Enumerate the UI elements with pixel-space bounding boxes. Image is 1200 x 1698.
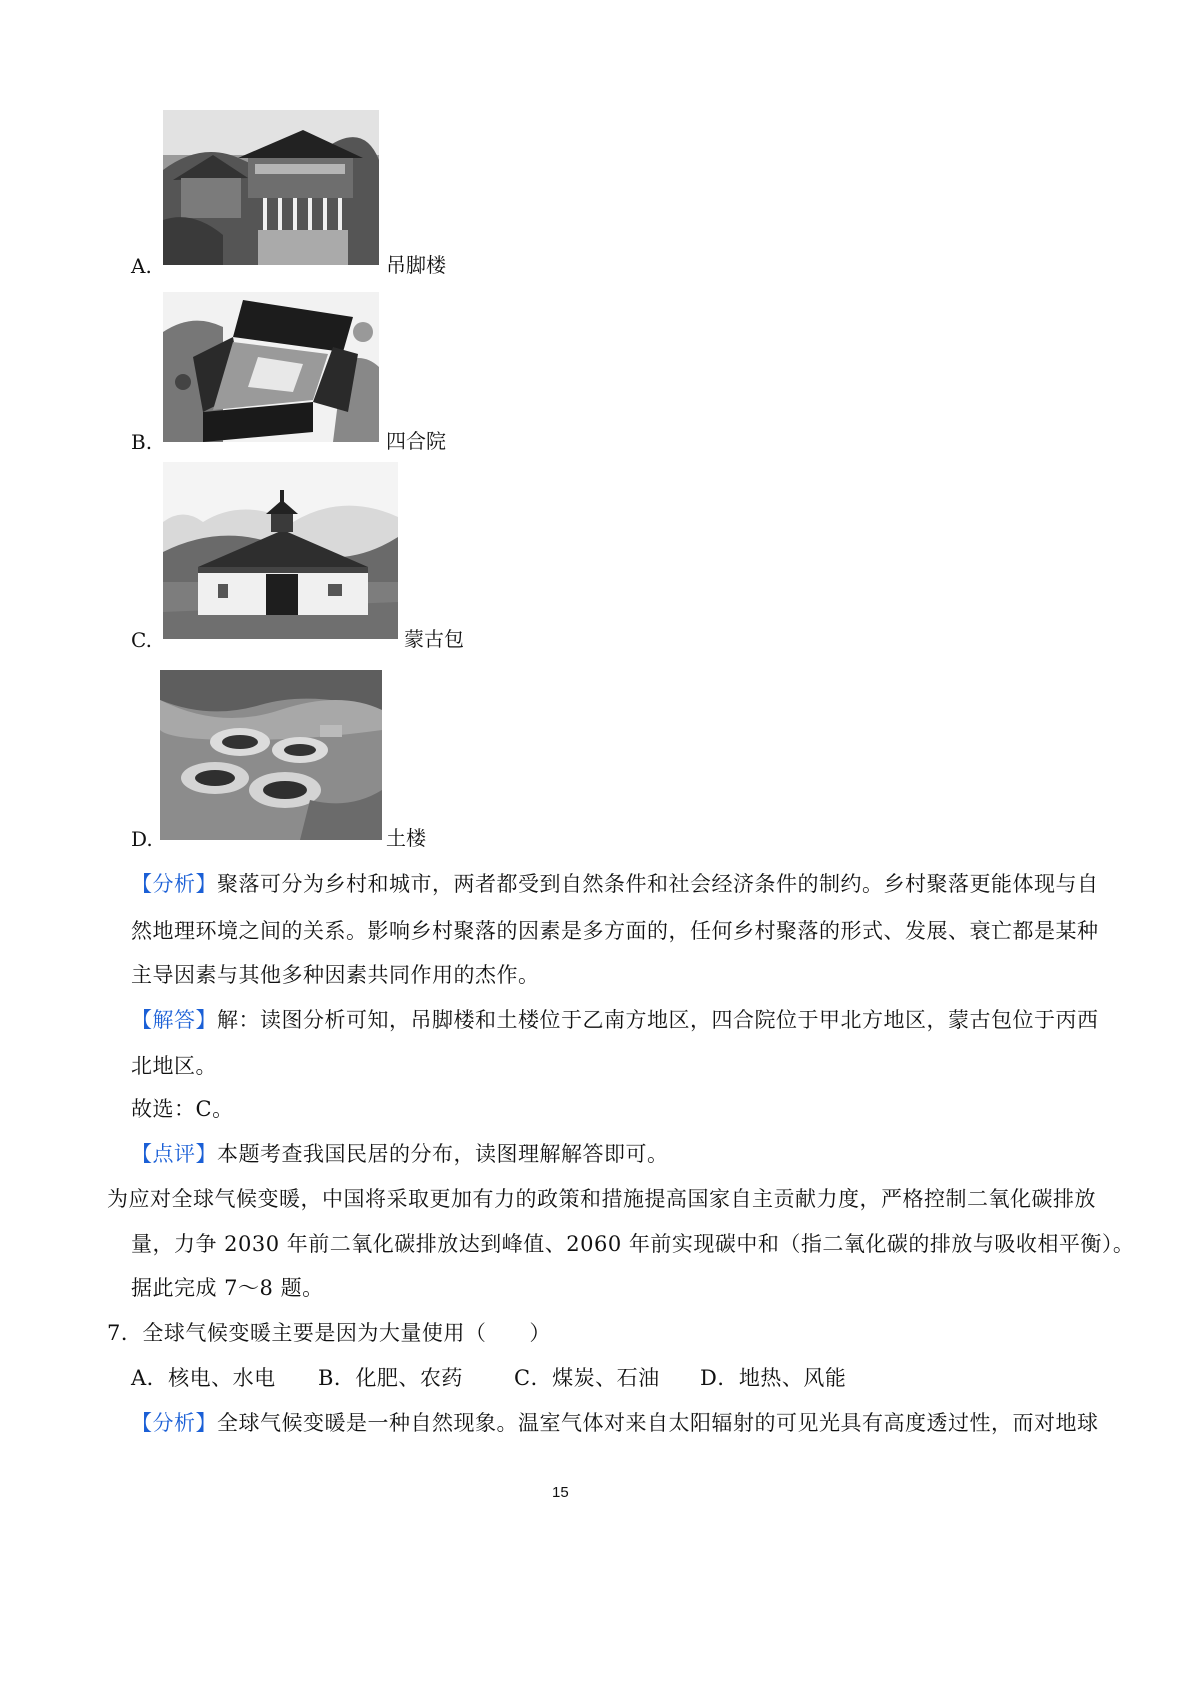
analysis-2-paragraph: 【分析】全球气候变暖是一种自然现象。温室气体对来自太阳辐射的可见光具有高度透过性，而对地球: [131, 1411, 1099, 1435]
answer-tag: 【解答】: [131, 1008, 217, 1032]
answer-paragraph-line-1: 【解答】解：读图分析可知，吊脚楼和土楼位于乙南方地区，四合院位于甲北方地区，蒙古包位于丙西: [131, 1008, 1099, 1032]
question-7-choice-c: C．煤炭、石油: [514, 1366, 660, 1390]
option-c-caption: 蒙古包: [404, 627, 464, 651]
analysis-paragraph-line-2: 然地理环境之间的关系。影响乡村聚落的因素是多方面的，任何乡村聚落的形式、发展、衰亡都是某种: [131, 919, 1099, 943]
review-paragraph: 【点评】本题考查我国民居的分布，读图理解解答即可。: [131, 1142, 669, 1166]
yurt-photo: [163, 462, 398, 639]
option-d-letter: D.: [131, 827, 153, 851]
answer-paragraph-line-2: 北地区。: [131, 1054, 217, 1078]
analysis-2-tag: 【分析】: [131, 1411, 217, 1435]
tulou-photo: [160, 670, 382, 840]
intro-line-2: 量，力争 2030 年前二氧化碳排放达到峰值、2060 年前实现碳中和（指二氧化碳的排放与吸收相平衡）。: [131, 1232, 1135, 1256]
option-a-letter: A.: [131, 254, 152, 278]
review-tag: 【点评】: [131, 1142, 217, 1166]
page-number: 15: [552, 1484, 569, 1501]
option-c-letter: C.: [131, 628, 152, 652]
intro-line-3: 据此完成 7～8 题。: [131, 1276, 324, 1300]
question-7-choice-a: A．核电、水电: [131, 1366, 276, 1390]
question-7-choice-d: D．地热、风能: [700, 1366, 847, 1390]
stilt-house-photo: [163, 110, 379, 265]
question-7-stem: 7．全球气候变暖主要是因为大量使用（ ）: [107, 1321, 551, 1345]
intro-line-1: 为应对全球气候变暖，中国将采取更加有力的政策和措施提高国家自主贡献力度，严格控制二氧化碳排放: [107, 1187, 1096, 1211]
question-7-choice-b: B．化肥、农药: [318, 1366, 463, 1390]
courtyard-house-photo: [163, 292, 379, 442]
analysis-tag: 【分析】: [131, 872, 217, 896]
analysis-paragraph-line-3: 主导因素与其他多种因素共同作用的杰作。: [131, 963, 540, 987]
choice-result: 故选：C。: [131, 1097, 234, 1121]
option-a-caption: 吊脚楼: [386, 253, 446, 277]
option-d-caption: 土楼: [386, 826, 426, 850]
option-b-letter: B.: [131, 430, 153, 454]
analysis-paragraph-line-1: 【分析】聚落可分为乡村和城市，两者都受到自然条件和社会经济条件的制约。乡村聚落更能体现与自: [131, 872, 1099, 896]
option-b-caption: 四合院: [386, 429, 446, 453]
